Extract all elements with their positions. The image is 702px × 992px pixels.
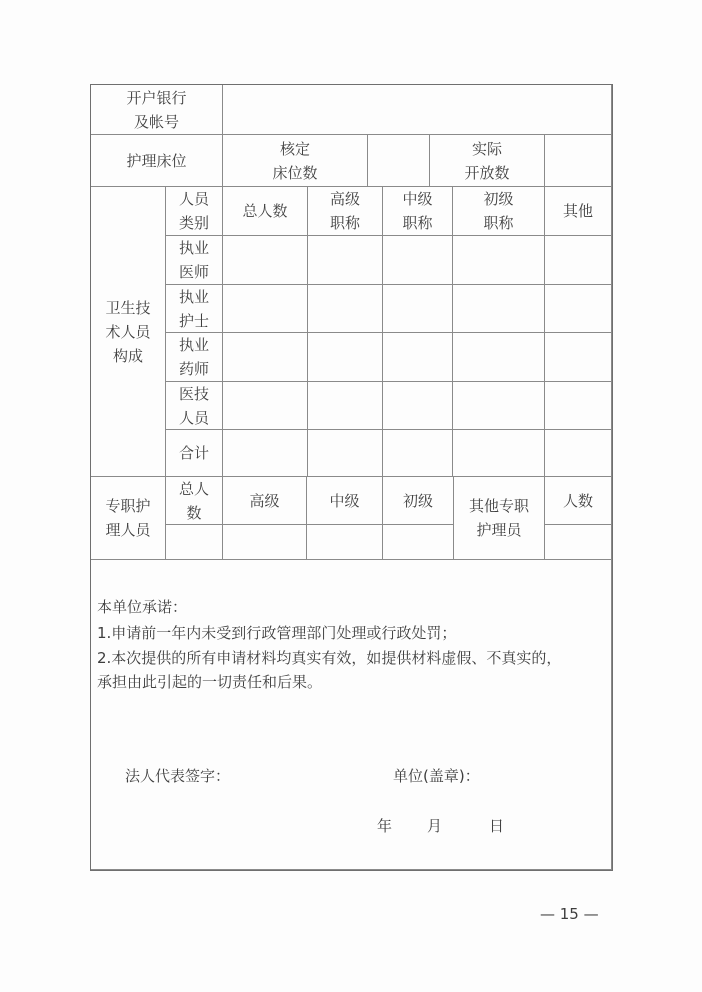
nurse-junior-field[interactable] [382,524,454,560]
approved-beds-field[interactable] [367,134,430,187]
staff-count-field[interactable] [222,332,308,382]
commitment-item-2: 2.本次提供的所有申请材料均真实有效，如提供材料虚假、不真实的， [97,649,562,667]
staff-count-field[interactable] [307,381,383,430]
nurse-header-total: 总人 数 [165,476,223,525]
staff-header-senior: 高级 职称 [307,186,383,236]
legal-representative-signature-label: 法人代表签字： [125,767,231,785]
staff-count-field[interactable] [222,381,308,430]
nurse-header-other: 其他专职 护理员 [453,476,545,560]
bank-account-field[interactable] [222,84,612,135]
staff-count-field[interactable] [544,429,612,477]
staff-composition-label: 卫生技 术人员 构成 [90,186,166,477]
staff-count-field[interactable] [452,332,545,382]
staff-count-field[interactable] [307,235,383,285]
staff-header-junior: 初级 职称 [452,186,545,236]
unit-seal-label: 单位(盖章)： [393,767,480,785]
commitment-item-1: 1.申请前一年内未受到行政管理部门处理或行政处罚； [97,624,457,642]
actual-beds-label: 实际 开放数 [429,134,545,187]
staff-count-field[interactable] [307,429,383,477]
staff-count-field[interactable] [382,235,453,285]
nurse-other-count-field[interactable] [544,524,612,560]
actual-beds-field[interactable] [544,134,612,187]
staff-count-field[interactable] [452,235,545,285]
staff-count-field[interactable] [382,284,453,333]
nurse-total-field[interactable] [165,524,223,560]
staff-count-field[interactable] [544,235,612,285]
staff-count-field[interactable] [382,332,453,382]
page-number: — 15 — [540,905,599,923]
staff-header-total: 总人数 [222,186,308,236]
nurse-header-senior: 高级 [222,476,307,525]
staff-count-field[interactable] [382,381,453,430]
staff-row-technician: 医技 人员 [165,381,223,430]
staff-count-field[interactable] [222,235,308,285]
staff-row-total: 合计 [165,429,223,477]
staff-count-field[interactable] [544,284,612,333]
staff-header-category: 人员 类别 [165,186,223,236]
staff-row-nurse: 执业 护士 [165,284,223,333]
nurse-intermediate-field[interactable] [306,524,383,560]
nursing-staff-label: 专职护 理人员 [90,476,166,560]
date-year: 年 [377,817,393,835]
date-month: 月 [427,817,443,835]
bank-account-label: 开户银行 及帐号 [90,84,223,135]
staff-count-field[interactable] [544,381,612,430]
staff-count-field[interactable] [222,284,308,333]
commitment-item-2-cont: 承担由此引起的一切责任和后果。 [97,673,323,691]
staff-row-physician: 执业 医师 [165,235,223,285]
staff-count-field[interactable] [222,429,308,477]
staff-row-pharmacist: 执业 药师 [165,332,223,382]
staff-count-field[interactable] [307,332,383,382]
date-day: 日 [489,817,505,835]
nurse-header-junior: 初级 [382,476,454,525]
staff-count-field[interactable] [544,332,612,382]
staff-count-field[interactable] [452,284,545,333]
staff-count-field[interactable] [452,381,545,430]
nurse-senior-field[interactable] [222,524,307,560]
nursing-beds-label: 护理床位 [90,134,223,187]
staff-count-field[interactable] [382,429,453,477]
nurse-header-intermediate: 中级 [306,476,383,525]
approved-beds-label: 核定 床位数 [222,134,368,187]
nurse-header-count: 人数 [544,476,612,525]
staff-header-other: 其他 [544,186,612,236]
staff-header-intermediate: 中级 职称 [382,186,453,236]
commitment-title: 本单位承诺： [97,598,188,616]
staff-count-field[interactable] [452,429,545,477]
staff-count-field[interactable] [307,284,383,333]
